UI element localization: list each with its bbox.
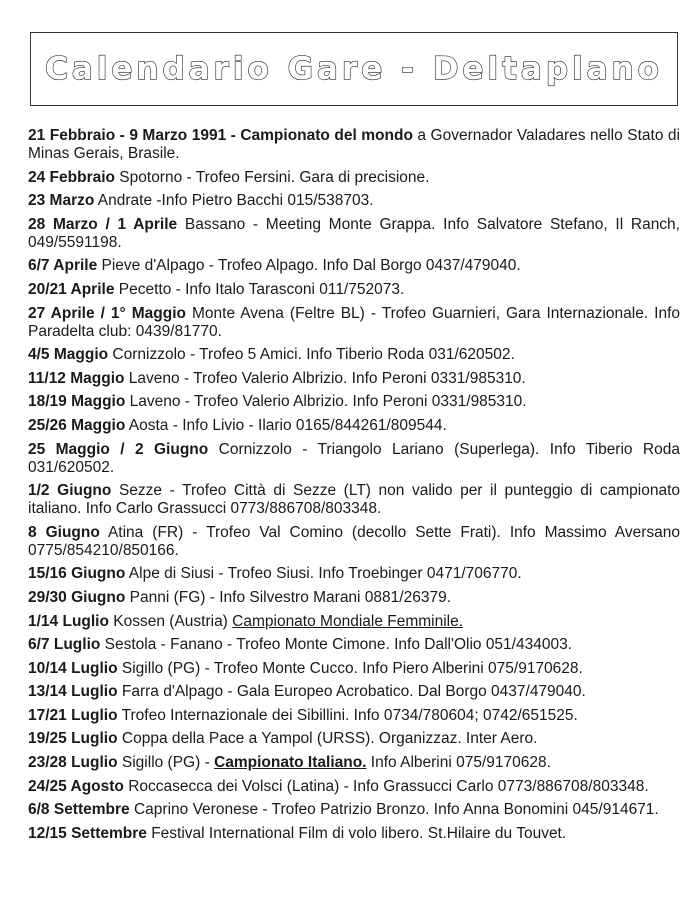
entry-text: Alpe di Siusi - Trofeo Siusi. Info Troebinger 0471/706770. bbox=[125, 565, 522, 583]
entry-date: 17/21 Luglio bbox=[28, 706, 118, 724]
entry-text: Sestola - Fanano - Trofeo Monte Cimone. Info Dall'Olio 051/434003. bbox=[100, 636, 573, 654]
calendar-entry bbox=[28, 636, 680, 654]
entry-date: 18/19 Maggio bbox=[28, 393, 126, 411]
entry-text-after: Info Alberini 075/9170628. bbox=[366, 754, 551, 772]
calendar-entry bbox=[28, 370, 680, 388]
entry-text: Sezze - Trofeo Città di Sezze (LT) non valido per il punteggio di campionato italiano. Info Carlo Grassucci 0773/886708/803348. bbox=[28, 482, 680, 518]
calendar-entry bbox=[28, 192, 680, 210]
calendar-entry bbox=[28, 417, 680, 435]
entry-text: Pieve d'Alpago - Trofeo Alpago. Info Dal Borgo 0437/479040. bbox=[97, 257, 521, 275]
entry-date: 6/7 Luglio bbox=[28, 636, 101, 654]
entry-text: Laveno - Trofeo Valerio Albrizio. Info Peroni 0331/985310. bbox=[125, 393, 527, 411]
entry-text: Festival International Film di volo libero. St.Hilaire du Touvet. bbox=[146, 824, 567, 842]
entry-text: Cornizzolo - Trofeo 5 Amici. Info Tiberio Roda 031/620502. bbox=[108, 346, 515, 364]
calendar-entry bbox=[28, 169, 680, 187]
entry-text: Aosta - Info Livio - Ilario 0165/844261/809544. bbox=[125, 416, 447, 434]
calendar-entry bbox=[28, 589, 680, 607]
calendar-entry bbox=[28, 216, 680, 252]
entry-text: Kossen (Austria) bbox=[108, 612, 233, 630]
entry-text: Laveno - Trofeo Valerio Albrizio. Info Peroni 0331/985310. bbox=[124, 369, 526, 387]
entry-text: Caprino Veronese - Trofeo Patrizio Bronzo. Info Anna Bonomini 045/914671. bbox=[129, 801, 659, 819]
entry-date: 19/25 Luglio bbox=[28, 730, 118, 748]
entry-text: Panni (FG) - Info Silvestro Marani 0881/26379. bbox=[125, 588, 452, 606]
page-title: Calendario Gare - Deltaplano bbox=[45, 51, 663, 87]
calendar-entry bbox=[28, 825, 680, 843]
calendar-entry bbox=[28, 257, 680, 275]
entry-highlight: Campionato Mondiale Femminile. bbox=[232, 612, 464, 630]
entry-text: Sigillo (PG) - bbox=[117, 754, 215, 772]
entry-date: 10/14 Luglio bbox=[28, 659, 118, 677]
calendar-entry bbox=[28, 393, 680, 411]
calendar-entry bbox=[28, 730, 680, 748]
entry-date: 1/14 Luglio bbox=[28, 612, 109, 630]
entry-date: 29/30 Giugno bbox=[28, 588, 126, 606]
entry-date: 21 Febbraio - 9 Marzo 1991 - Campionato del mondo bbox=[28, 127, 413, 144]
entry-date: 8 Giugno bbox=[28, 523, 100, 541]
entry-date: 1/2 Giugno bbox=[28, 482, 112, 500]
entry-date: 4/5 Maggio bbox=[28, 346, 109, 364]
entry-text: Pecetto - Info Italo Tarasconi 011/752073. bbox=[114, 280, 405, 298]
calendar-entry bbox=[28, 801, 680, 819]
calendar-entry bbox=[28, 565, 680, 583]
entry-date: 20/21 Aprile bbox=[28, 280, 115, 298]
entry-text: Atina (FR) - Trofeo Val Comino (decollo Sette Frati). Info Massimo Aversano 0775/854210/850166. bbox=[28, 523, 680, 559]
calendar-entry bbox=[28, 707, 680, 725]
entry-text: Sigillo (PG) - Trofeo Monte Cucco. Info Piero Alberini 075/9170628. bbox=[117, 659, 583, 677]
calendar-entry bbox=[28, 754, 680, 772]
entry-text: a Governador Valadares nello Stato di Minas Gerais, Brasile. bbox=[28, 127, 680, 162]
entry-text: Trofeo Internazionale dei Sibillini. Info 0734/780604; 0742/651525. bbox=[117, 706, 578, 724]
entry-text: Andrate -Info Pietro Bacchi 015/538703. bbox=[94, 192, 374, 210]
calendar-entry bbox=[28, 346, 680, 364]
entry-date: 24 Febbraio bbox=[28, 168, 115, 186]
calendar-entry bbox=[28, 524, 680, 560]
calendar-entry bbox=[28, 778, 680, 796]
entry-text: Farra d'Alpago - Gala Europeo Acrobatico. Dal Borgo 0437/479040. bbox=[117, 683, 586, 701]
calendar-entry bbox=[28, 305, 680, 341]
title-box bbox=[30, 32, 678, 106]
entry-date: 28 Marzo / 1 Aprile bbox=[28, 215, 178, 233]
calendar-list bbox=[28, 127, 680, 848]
entry-date: 25 Maggio / 2 Giugno bbox=[28, 440, 209, 458]
calendar-entry bbox=[28, 660, 680, 678]
entry-date: 23 Marzo bbox=[28, 192, 95, 210]
entry-date: 12/15 Settembre bbox=[28, 824, 147, 842]
entry-date: 6/7 Aprile bbox=[28, 257, 98, 275]
entry-text: Monte Avena (Feltre BL) - Trofeo Guarnieri, Gara Internazionale. Info Paradelta club: 0439/81770. bbox=[28, 304, 681, 340]
calendar-entry bbox=[28, 613, 680, 631]
entry-date: 15/16 Giugno bbox=[28, 565, 126, 583]
entry-text: Roccasecca dei Volsci (Latina) - Info Grassucci Carlo 0773/886708/803348. bbox=[123, 777, 649, 795]
entry-date: 6/8 Settembre bbox=[28, 801, 130, 819]
entry-text: Bassano - Meeting Monte Grappa. Info Salvatore Stefano, Il Ranch, 049/5591198. bbox=[28, 215, 680, 251]
entry-date: 27 Aprile / 1° Maggio bbox=[28, 304, 186, 322]
entry-text: Cornizzolo - Triangolo Lariano (Superlega). Info Tiberio Roda 031/620502. bbox=[28, 440, 680, 476]
entry-text: Spotorno - Trofeo Fersini. Gara di precisione. bbox=[115, 168, 430, 186]
entry-highlight: Campionato Italiano. bbox=[214, 754, 367, 772]
entry-date: 25/26 Maggio bbox=[28, 416, 126, 434]
entry-text: Coppa della Pace a Yampol (URSS). Organizzaz. Inter Aero. bbox=[117, 730, 538, 748]
entry-date: 11/12 Maggio bbox=[28, 369, 125, 387]
entry-date: 24/25 Agosto bbox=[28, 777, 124, 795]
calendar-entry bbox=[28, 441, 680, 477]
entry-date: 13/14 Luglio bbox=[28, 683, 118, 701]
calendar-entry bbox=[28, 683, 680, 701]
calendar-entry bbox=[28, 281, 680, 299]
entry-date: 23/28 Luglio bbox=[28, 754, 118, 772]
calendar-entry bbox=[28, 127, 680, 163]
calendar-entry bbox=[28, 482, 680, 518]
